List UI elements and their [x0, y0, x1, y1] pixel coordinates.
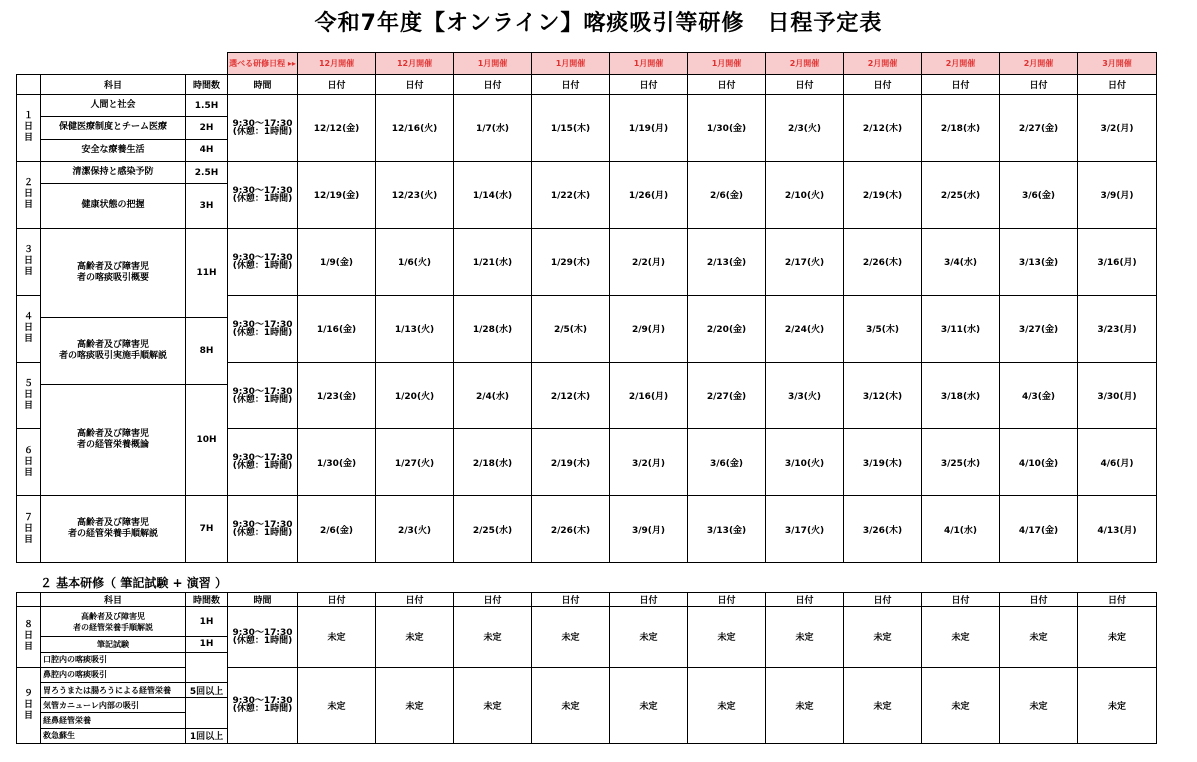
- subject-name: 口腔内の喀痰吸引: [41, 652, 186, 667]
- header-date: 日付: [922, 593, 1000, 607]
- session-date-undecided[interactable]: 未定: [610, 607, 688, 668]
- session-date[interactable]: 3/2(月): [610, 429, 688, 496]
- header-date: 日付: [454, 75, 532, 95]
- period-header[interactable]: 12月開催: [376, 53, 454, 75]
- subject-name: 気管カニューレ内部の吸引: [41, 698, 186, 713]
- session-date[interactable]: 2/3(火): [376, 496, 454, 563]
- session-date[interactable]: 2/17(火): [766, 228, 844, 295]
- session-date[interactable]: 3/2(月): [1078, 95, 1157, 162]
- session-date[interactable]: 2/20(金): [688, 295, 766, 362]
- session-date[interactable]: 3/13(金): [688, 496, 766, 563]
- period-header[interactable]: 1月開催: [610, 53, 688, 75]
- session-date[interactable]: 3/10(火): [766, 429, 844, 496]
- header-date: 日付: [766, 75, 844, 95]
- subject-name: 高齢者及び障害児 者の経管栄養手順解説: [41, 607, 186, 637]
- subject-name: 安全な療養生活: [41, 139, 186, 161]
- session-date[interactable]: 2/12(木): [532, 362, 610, 429]
- session-date[interactable]: 2/6(金): [298, 496, 376, 563]
- session-time: 9:30〜17:30 (休憩：1時間): [228, 429, 298, 496]
- subject-name: 経鼻経管栄養: [41, 713, 186, 728]
- session-date[interactable]: 4/3(金): [1000, 362, 1078, 429]
- session-date[interactable]: 1/9(金): [298, 228, 376, 295]
- header-time: 時間: [228, 593, 298, 607]
- session-date[interactable]: 2/27(金): [688, 362, 766, 429]
- session-time: 9:30〜17:30 (休憩：1時間): [228, 228, 298, 295]
- header-time: 時間: [228, 75, 298, 95]
- session-date[interactable]: 12/23(火): [376, 161, 454, 228]
- session-date-undecided[interactable]: 未定: [844, 667, 922, 743]
- session-date[interactable]: 3/13(金): [1000, 228, 1078, 295]
- subject-name: 高齢者及び障害児 者の喀痰吸引概要: [41, 228, 186, 317]
- session-date[interactable]: 12/12(金): [298, 95, 376, 162]
- header-date: 日付: [844, 593, 922, 607]
- header-subject: 科目: [41, 593, 186, 607]
- session-date[interactable]: 3/26(木): [844, 496, 922, 563]
- header-date: 日付: [532, 75, 610, 95]
- session-date[interactable]: 2/19(木): [532, 429, 610, 496]
- session-date[interactable]: 3/12(木): [844, 362, 922, 429]
- session-date[interactable]: 2/18(水): [454, 429, 532, 496]
- select-schedule-label: 選べる研修日程 ▸▸: [228, 53, 298, 75]
- session-date-undecided[interactable]: 未定: [922, 607, 1000, 668]
- subject-hours: 3H: [186, 184, 228, 229]
- session-date[interactable]: 2/26(木): [844, 228, 922, 295]
- session-date[interactable]: 2/13(金): [688, 228, 766, 295]
- header-date: 日付: [610, 593, 688, 607]
- session-date[interactable]: 3/4(水): [922, 228, 1000, 295]
- header-date: 日付: [922, 75, 1000, 95]
- period-header[interactable]: 3月開催: [1078, 53, 1157, 75]
- session-date[interactable]: 2/19(木): [844, 161, 922, 228]
- session-date-undecided[interactable]: 未定: [532, 667, 610, 743]
- session-date[interactable]: 1/7(水): [454, 95, 532, 162]
- session-date[interactable]: 1/28(水): [454, 295, 532, 362]
- session-date-undecided[interactable]: 未定: [610, 667, 688, 743]
- day-label: ８ 日 目: [17, 607, 41, 668]
- session-date[interactable]: 2/24(火): [766, 295, 844, 362]
- subject-hours: 7H: [186, 496, 228, 563]
- lecture-schedule-table: [16, 52, 1157, 563]
- session-date[interactable]: 4/17(金): [1000, 496, 1078, 563]
- day-label: ３ 日 目: [17, 228, 41, 295]
- session-date[interactable]: 3/6(金): [688, 429, 766, 496]
- session-date-undecided[interactable]: 未定: [1078, 667, 1157, 743]
- subject-name: 健康状態の把握: [41, 184, 186, 229]
- day-label: ９ 日 目: [17, 667, 41, 743]
- subject-name: 人間と社会: [41, 95, 186, 117]
- header-date: 日付: [688, 593, 766, 607]
- subject-hours: 10H: [186, 384, 228, 495]
- subject-hours: 5回以上: [186, 682, 228, 697]
- day-label: １ 日 目: [17, 95, 41, 162]
- session-date-undecided[interactable]: 未定: [766, 667, 844, 743]
- session-date-undecided[interactable]: 未定: [532, 607, 610, 668]
- session-date[interactable]: 2/2(月): [610, 228, 688, 295]
- session-date[interactable]: 2/16(月): [610, 362, 688, 429]
- session-date-undecided[interactable]: 未定: [1000, 667, 1078, 743]
- session-date-undecided[interactable]: 未定: [376, 607, 454, 668]
- session-time: 9:30〜17:30 (休憩：1時間): [228, 496, 298, 563]
- session-date[interactable]: 2/4(水): [454, 362, 532, 429]
- header-date: 日付: [1078, 75, 1157, 95]
- session-date[interactable]: 3/5(木): [844, 295, 922, 362]
- session-date-undecided[interactable]: 未定: [1078, 607, 1157, 668]
- session-date[interactable]: 4/6(月): [1078, 429, 1157, 496]
- session-time: 9:30〜17:30 (休憩：1時間): [228, 95, 298, 162]
- session-date[interactable]: 2/27(金): [1000, 95, 1078, 162]
- header-date: 日付: [1000, 593, 1078, 607]
- period-header[interactable]: 2月開催: [844, 53, 922, 75]
- session-date-undecided[interactable]: 未定: [376, 667, 454, 743]
- session-date[interactable]: 2/5(木): [532, 295, 610, 362]
- header-date: 日付: [532, 593, 610, 607]
- session-date[interactable]: 3/9(月): [610, 496, 688, 563]
- subject-hours: 1H: [186, 607, 228, 637]
- period-header[interactable]: 2月開催: [1000, 53, 1078, 75]
- session-date[interactable]: 1/30(金): [298, 429, 376, 496]
- session-date[interactable]: 2/12(木): [844, 95, 922, 162]
- session-time: 9:30〜17:30 (休憩：1時間): [228, 607, 298, 668]
- subject-name: 救急蘇生: [41, 728, 186, 743]
- header-date: 日付: [454, 593, 532, 607]
- session-date[interactable]: 2/18(水): [922, 95, 1000, 162]
- session-date-undecided[interactable]: 未定: [688, 667, 766, 743]
- session-date[interactable]: 4/10(金): [1000, 429, 1078, 496]
- subject-name: 鼻腔内の喀痰吸引: [41, 667, 186, 682]
- session-date-undecided[interactable]: 未定: [688, 607, 766, 668]
- session-date[interactable]: 1/15(木): [532, 95, 610, 162]
- session-date-undecided[interactable]: 未定: [1000, 607, 1078, 668]
- session-date-undecided[interactable]: 未定: [298, 667, 376, 743]
- session-date[interactable]: 1/27(火): [376, 429, 454, 496]
- header-date: 日付: [610, 75, 688, 95]
- header-subject: 科目: [41, 75, 186, 95]
- header-date: 日付: [844, 75, 922, 95]
- session-date-undecided[interactable]: 未定: [922, 667, 1000, 743]
- session-date[interactable]: 1/6(火): [376, 228, 454, 295]
- subject-name: 筆記試験: [41, 637, 186, 652]
- subject-name: 清潔保持と感染予防: [41, 161, 186, 183]
- session-date[interactable]: 2/25(水): [922, 161, 1000, 228]
- header-date: 日付: [376, 593, 454, 607]
- session-date[interactable]: 3/9(月): [1078, 161, 1157, 228]
- section2-label: ２ 基本研修（ 筆記試験 + 演習 ）: [40, 576, 227, 590]
- session-time: 9:30〜17:30 (休憩：1時間): [228, 295, 298, 362]
- session-date[interactable]: 1/22(木): [532, 161, 610, 228]
- header-spacer: [17, 53, 228, 75]
- session-date[interactable]: 3/6(金): [1000, 161, 1078, 228]
- header-date: 日付: [376, 75, 454, 95]
- subject-hours: 8H: [186, 317, 228, 384]
- subject-hours: 1H: [186, 637, 228, 652]
- session-date[interactable]: 3/30(月): [1078, 362, 1157, 429]
- session-date[interactable]: 12/19(金): [298, 161, 376, 228]
- subject-hours-blank: [186, 698, 228, 728]
- session-date[interactable]: 1/21(水): [454, 228, 532, 295]
- session-date-undecided[interactable]: 未定: [766, 607, 844, 668]
- session-date[interactable]: 12/16(火): [376, 95, 454, 162]
- session-date[interactable]: 1/19(月): [610, 95, 688, 162]
- session-date[interactable]: 1/20(火): [376, 362, 454, 429]
- exam-schedule-table: [16, 592, 1157, 744]
- subject-hours: 1回以上: [186, 728, 228, 743]
- day-label: ２ 日 目: [17, 161, 41, 228]
- session-date[interactable]: 3/3(火): [766, 362, 844, 429]
- session-date-undecided[interactable]: 未定: [298, 607, 376, 668]
- subject-name: 高齢者及び障害児 者の経管栄養概論: [41, 384, 186, 495]
- subject-hours: 1.5H: [186, 95, 228, 117]
- day-label: ４ 日 目: [17, 295, 41, 362]
- session-date[interactable]: 1/26(月): [610, 161, 688, 228]
- header-hours: 時間数: [186, 593, 228, 607]
- session-date[interactable]: 4/1(水): [922, 496, 1000, 563]
- day-label: ７ 日 目: [17, 496, 41, 563]
- subject-hours: 11H: [186, 228, 228, 317]
- period-header[interactable]: 12月開催: [298, 53, 376, 75]
- session-date-undecided[interactable]: 未定: [454, 667, 532, 743]
- session-date[interactable]: 1/30(金): [688, 95, 766, 162]
- session-date[interactable]: 2/25(水): [454, 496, 532, 563]
- session-date-undecided[interactable]: 未定: [454, 607, 532, 668]
- header-date: 日付: [298, 75, 376, 95]
- subject-name: 高齢者及び障害児 者の喀痰吸引実施手順解説: [41, 317, 186, 384]
- header-date: 日付: [298, 593, 376, 607]
- header-date: 日付: [1000, 75, 1078, 95]
- session-date[interactable]: 1/13(火): [376, 295, 454, 362]
- session-date[interactable]: 3/23(月): [1078, 295, 1157, 362]
- subject-hours-blank: [186, 652, 228, 682]
- period-header[interactable]: 1月開催: [532, 53, 610, 75]
- session-time: 9:30〜17:30 (休憩：1時間): [228, 667, 298, 743]
- session-time: 9:30〜17:30 (休憩：1時間): [228, 362, 298, 429]
- session-date[interactable]: 1/23(金): [298, 362, 376, 429]
- subject-hours: 2H: [186, 117, 228, 139]
- session-time: 9:30〜17:30 (休憩：1時間): [228, 161, 298, 228]
- session-date-undecided[interactable]: 未定: [844, 607, 922, 668]
- day-label: ６ 日 目: [17, 429, 41, 496]
- session-date[interactable]: 3/25(水): [922, 429, 1000, 496]
- day-label: ５ 日 目: [17, 362, 41, 429]
- session-date[interactable]: 4/13(月): [1078, 496, 1157, 563]
- period-header[interactable]: 1月開催: [454, 53, 532, 75]
- session-date[interactable]: 2/26(木): [532, 496, 610, 563]
- page-title: 令和7年度【オンライン】喀痰吸引等研修 日程予定表: [314, 11, 883, 36]
- subject-hours: 2.5H: [186, 161, 228, 183]
- subject-name: 保健医療制度とチーム医療: [41, 117, 186, 139]
- subject-name: 胃ろうまたは腸ろうによる経管栄養: [41, 682, 186, 697]
- session-date[interactable]: 2/10(火): [766, 161, 844, 228]
- header-date: 日付: [1078, 593, 1157, 607]
- session-date[interactable]: 3/18(水): [922, 362, 1000, 429]
- period-header[interactable]: 2月開催: [766, 53, 844, 75]
- header-day-blank: [17, 75, 41, 95]
- session-date[interactable]: 3/27(金): [1000, 295, 1078, 362]
- header-date: 日付: [688, 75, 766, 95]
- subject-name: 高齢者及び障害児 者の経管栄養手順解説: [41, 496, 186, 563]
- session-date[interactable]: 1/29(木): [532, 228, 610, 295]
- session-date[interactable]: 3/11(水): [922, 295, 1000, 362]
- period-header[interactable]: 1月開催: [688, 53, 766, 75]
- session-date[interactable]: 3/16(月): [1078, 228, 1157, 295]
- header-hours: 時間数: [186, 75, 228, 95]
- session-date[interactable]: 1/14(水): [454, 161, 532, 228]
- period-header[interactable]: 2月開催: [922, 53, 1000, 75]
- session-date[interactable]: 1/16(金): [298, 295, 376, 362]
- session-date[interactable]: 2/3(火): [766, 95, 844, 162]
- subject-hours: 4H: [186, 139, 228, 161]
- session-date[interactable]: 2/9(月): [610, 295, 688, 362]
- header-date: 日付: [766, 593, 844, 607]
- session-date[interactable]: 2/6(金): [688, 161, 766, 228]
- session-date[interactable]: 3/19(木): [844, 429, 922, 496]
- header-day-blank: [17, 593, 41, 607]
- session-date[interactable]: 3/17(火): [766, 496, 844, 563]
